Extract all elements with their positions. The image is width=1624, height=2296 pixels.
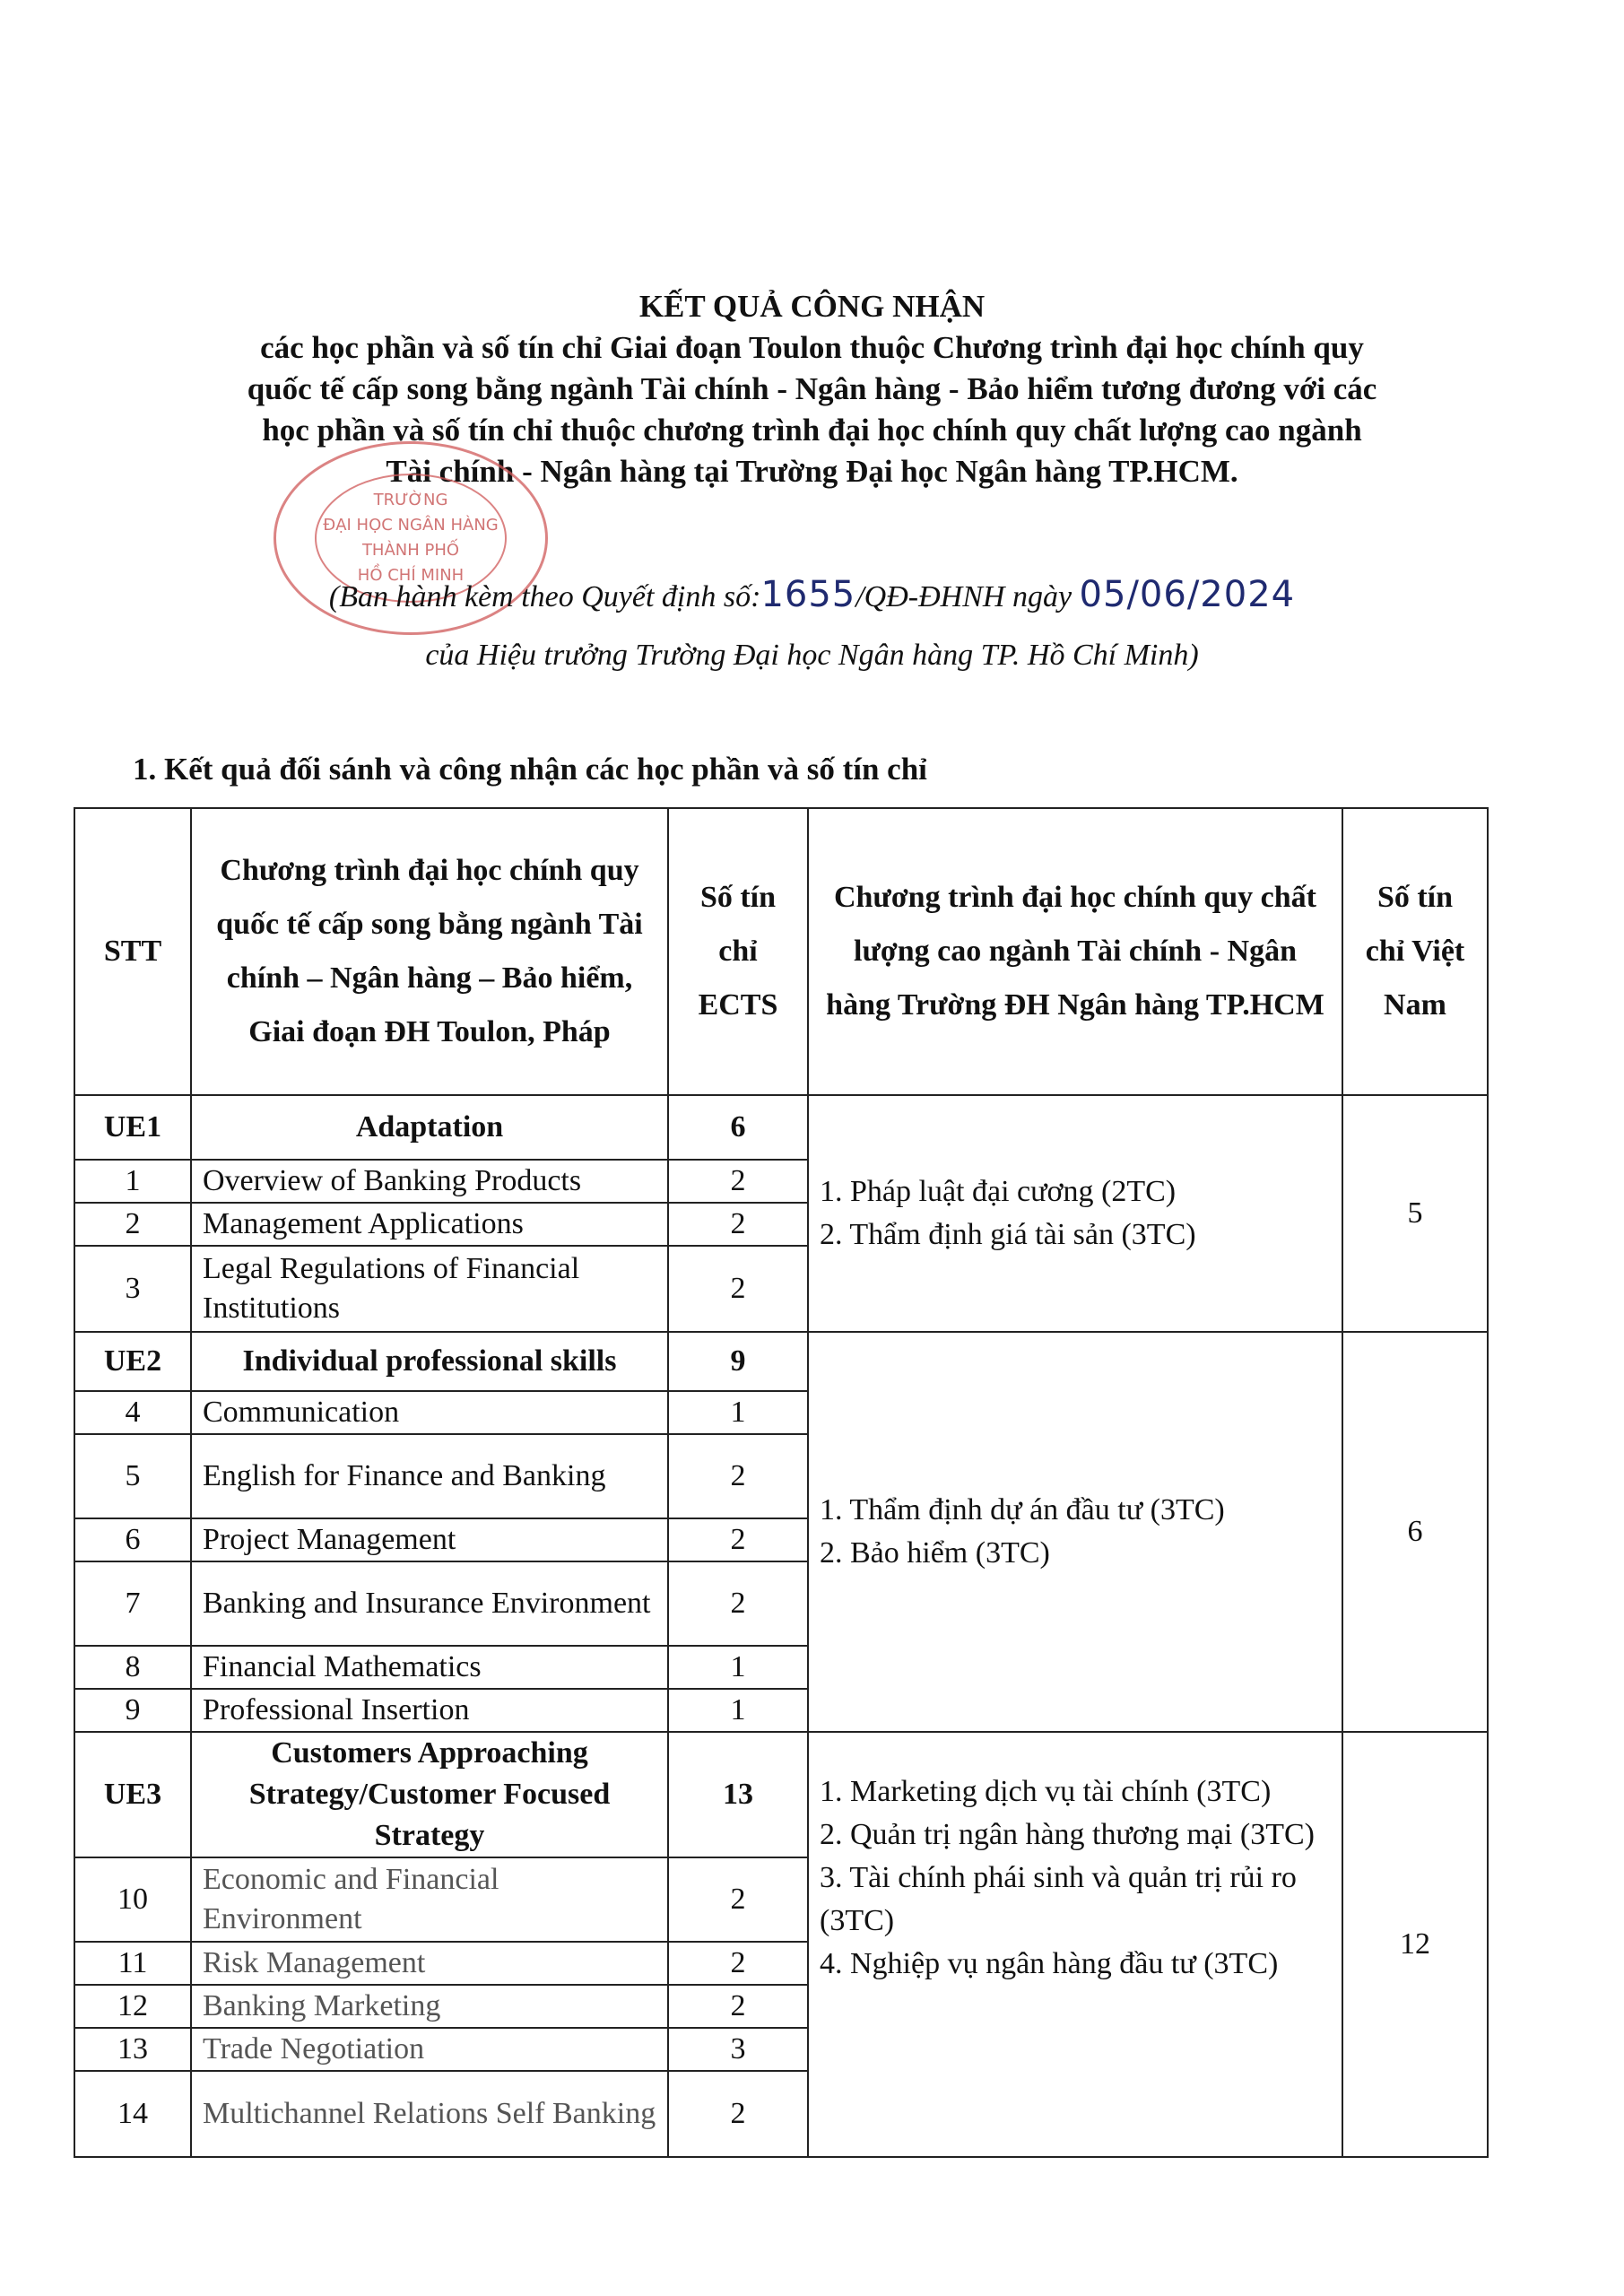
vn-credits: 6 [1342,1332,1488,1732]
row-stt: 5 [74,1434,191,1518]
row-course: Economic and Financial Environment [191,1857,668,1942]
title-line: Tài chính - Ngân hàng tại Trường Đại học Ngân hàng TP.HCM. [386,454,1238,489]
row-ects: 2 [668,1434,808,1518]
title-line: học phần và số tín chỉ thuộc chương trình đại học chính quy chất lượng cao ngành [262,413,1362,448]
row-course: Banking and Insurance Environment [191,1561,668,1646]
row-stt: 4 [74,1391,191,1434]
vn-course: 1. Thẩm định dự án đầu tư (3TC) [820,1493,1225,1526]
row-stt: 14 [74,2071,191,2157]
section-title: 1. Kết quả đối sánh và công nhận các học phần và số tín chỉ [133,752,927,787]
ue-code: UE3 [74,1732,191,1857]
decree-line [0,574,1624,615]
row-ects: 2 [668,2071,808,2157]
row-ects: 3 [668,2028,808,2071]
row-ects: 1 [668,1391,808,1434]
header-toulon-program: Chương trình đại học chính quy quốc tế cấp song bằng ngành Tài chính – Ngân hàng – Bảo hiểm, Giai đoạn ĐH Toulon, Pháp [191,808,668,1095]
vn-course: 2. Quản trị ngân hàng thương mại (3TC) [820,1818,1315,1851]
row-ects: 2 [668,1561,808,1646]
row-stt: 1 [74,1160,191,1203]
ue-ects: 9 [668,1332,808,1391]
row-stt: 3 [74,1246,191,1332]
ue-row [74,1332,1488,1391]
row-stt: 13 [74,2028,191,2071]
row-stt: 2 [74,1203,191,1246]
vn-course: 2. Bảo hiểm (3TC) [820,1536,1050,1570]
document-title: KẾT QUẢ CÔNG NHẬN [638,289,986,324]
title-line: quốc tế cấp song bằng ngành Tài chính - Ngân hàng - Bảo hiểm tương đương với các [247,371,1377,406]
seal-text: ĐẠI HỌC NGÂN HÀNG [323,516,499,535]
row-course: Trade Negotiation [191,2028,668,2071]
vn-course: 1. Pháp luật đại cương (2TC) [820,1175,1177,1208]
row-ects: 2 [668,1160,808,1203]
row-ects: 2 [668,1203,808,1246]
title-line: các học phần và số tín chỉ Giai đoạn Toulon thuộc Chương trình đại học chính quy [260,330,1364,365]
row-course: Project Management [191,1518,668,1561]
row-stt: 10 [74,1857,191,1942]
vn-course: 1. Marketing dịch vụ tài chính (3TC) [820,1775,1272,1808]
row-course: Multichannel Relations Self Banking [191,2071,668,2157]
vn-course: 4. Nghiệp vụ ngân hàng đầu tư (3TC) [820,1947,1279,1980]
decree-date: 05/06/2024 [1079,574,1296,615]
header-vn-credits: Số tín chỉ Việt Nam [1342,808,1488,1095]
row-course: Banking Marketing [191,1985,668,2028]
row-ects: 1 [668,1689,808,1732]
seal-text: TRƯỜNG [373,491,448,509]
row-course: Financial Mathematics [191,1646,668,1689]
row-stt: 11 [74,1942,191,1985]
ue-name: Adaptation [191,1095,668,1160]
ue-ects: 6 [668,1095,808,1160]
recognition-table [74,807,1489,2158]
row-course: English for Finance and Banking [191,1434,668,1518]
row-course: Management Applications [191,1203,668,1246]
row-stt: 12 [74,1985,191,2028]
vn-credits: 5 [1342,1095,1488,1332]
row-stt: 7 [74,1561,191,1646]
decree-number: 1655 [760,574,856,615]
vn-courses [808,1732,1342,2157]
ue-name: Individual professional skills [191,1332,668,1391]
vn-course: 3. Tài chính phái sinh và quản trị rủi ro (3TC) [820,1861,1297,1937]
header-vn-program: Chương trình đại học chính quy chất lượng cao ngành Tài chính - Ngân hàng Trường ĐH Ngân hàng TP.HCM [808,808,1342,1095]
row-ects: 2 [668,1985,808,2028]
row-stt: 6 [74,1518,191,1561]
row-course: Overview of Banking Products [191,1160,668,1203]
seal-text: HỒ CHÍ MINH [357,566,465,585]
ue-code: UE2 [74,1332,191,1391]
row-course: Risk Management [191,1942,668,1985]
header-ects: Số tín chỉ ECTS [668,808,808,1095]
decree-issuer: của Hiệu trưởng Trường Đại học Ngân hàng TP. Hồ Chí Minh) [425,639,1199,672]
seal-text: THÀNH PHỐ [361,541,460,560]
row-course: Communication [191,1391,668,1434]
vn-courses [808,1332,1342,1732]
vn-courses [808,1095,1342,1332]
row-course: Professional Insertion [191,1689,668,1732]
header-stt: STT [74,808,191,1095]
vn-course: 2. Thẩm định giá tài sản (3TC) [820,1218,1196,1251]
row-ects: 1 [668,1646,808,1689]
row-stt: 9 [74,1689,191,1732]
decree-prefix: (Ban hành kèm theo Quyết định số: [328,580,761,613]
row-stt: 8 [74,1646,191,1689]
ue-code: UE1 [74,1095,191,1160]
row-ects: 2 [668,1518,808,1561]
table-header-row [74,808,1488,1095]
decree-mid: /QĐ-ĐHNH ngày [855,580,1073,613]
vn-credits: 12 [1342,1732,1488,2157]
row-ects: 2 [668,1942,808,1985]
row-ects: 2 [668,1857,808,1942]
row-ects: 2 [668,1246,808,1332]
ue-row [74,1732,1488,1857]
row-course: Legal Regulations of Financial Institutions [191,1246,668,1332]
ue-row [74,1095,1488,1160]
ue-name: Customers Approaching Strategy/Customer Focused Strategy [191,1732,668,1857]
ue-ects: 13 [668,1732,808,1857]
